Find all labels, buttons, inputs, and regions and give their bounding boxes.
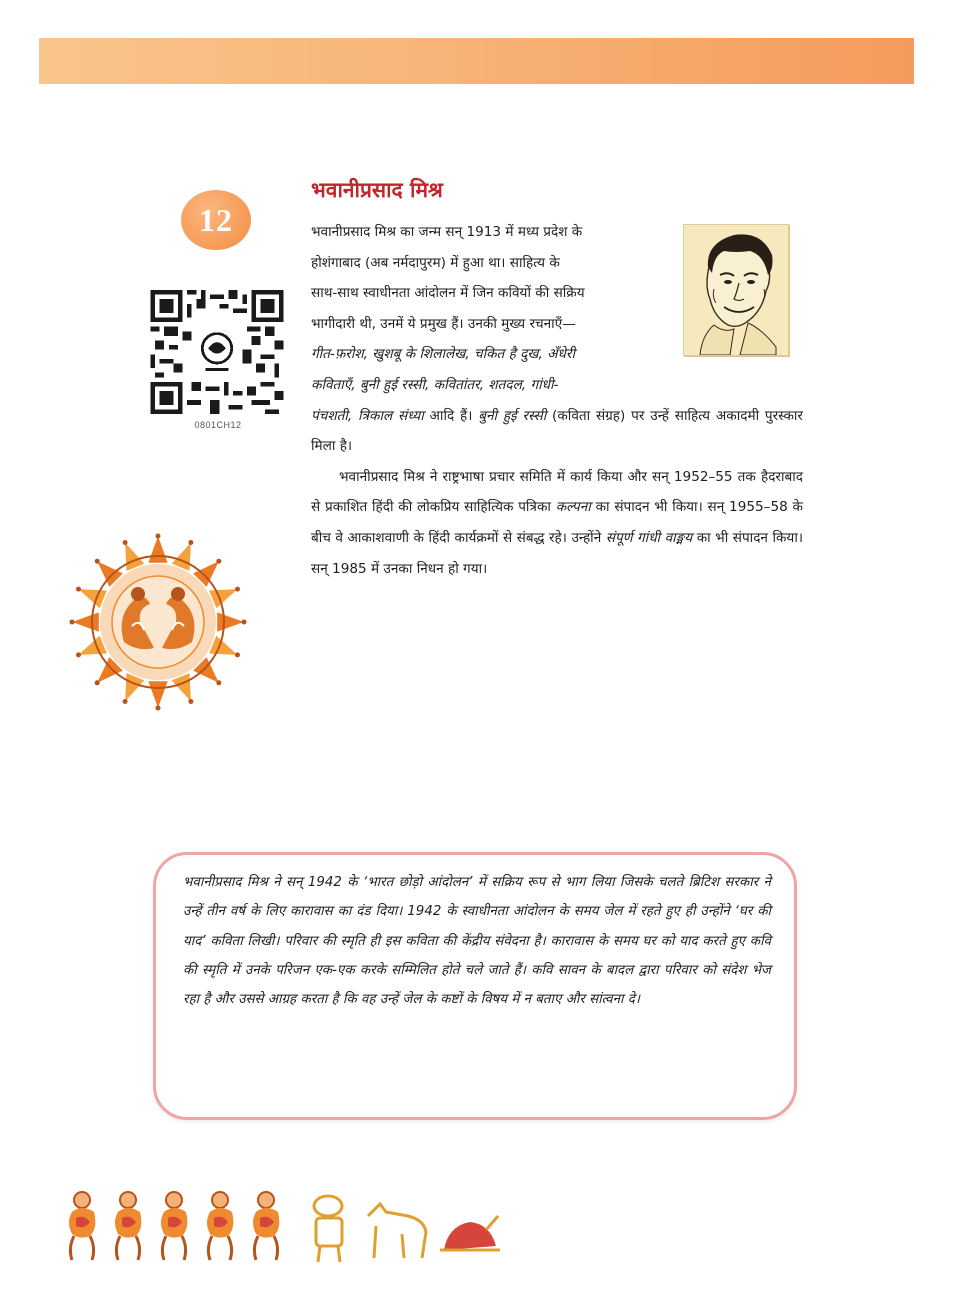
sun-ray-tip xyxy=(188,540,193,545)
bio-text: आदि हैं। xyxy=(423,407,479,424)
sun-motif-icon xyxy=(66,532,250,712)
author-biography xyxy=(311,217,803,584)
award-text: (कविता संग्रह) पर उन्हें साहित्य अकादमी पुरस्कार मिला है। xyxy=(311,407,803,455)
qr-code-icon[interactable] xyxy=(150,290,284,414)
sun-ray-tip xyxy=(235,652,240,657)
sun-ray-tip xyxy=(76,652,81,657)
sun-ray-tip xyxy=(216,680,221,685)
sun-ray-tip xyxy=(76,587,81,592)
works-list: पंचशती, त्रिकाल संध्या xyxy=(311,407,424,424)
bio-line: भागीदारी थी, उनमें ये प्रमुख हैं। उनकी मुख्य रचनाएँ— xyxy=(311,315,576,332)
bio-line: होशंगाबाद (अब नर्मदापुरम) में हुआ था। साहित्य के xyxy=(311,254,560,271)
sun-ray-tip xyxy=(123,699,128,704)
qr-code-label: 0801CH12 xyxy=(194,420,242,430)
folk-figure xyxy=(207,1192,233,1260)
sun-ray xyxy=(148,536,167,563)
sun-ray-tip xyxy=(235,587,240,592)
sun-ray-tip xyxy=(188,699,193,704)
chapter-number-badge: 12 xyxy=(181,190,251,250)
sun-ray-tip xyxy=(123,540,128,545)
collected-works-title: संपूर्ण गांधी वाङ्मय xyxy=(605,529,693,546)
works-list: कविताएँ, बुनी हुई रस्सी, कवितांतर, शतदल, गांधी- xyxy=(311,376,559,393)
works-list: गीत-फ़रोश, खुशबू के शिलालेख, चकित है दुख, अँधेरी xyxy=(311,346,575,363)
sun-ray-tip xyxy=(156,534,161,539)
sun-ray-tip xyxy=(70,620,75,625)
note-text: भवानीप्रसाद मिश्र ने सन् 1942 के ‘भारत छोड़ो आंदोलन’ में सक्रिय रूप से भाग लिया जिसके चलते ब्रिटिश सरकार ने उन्हें तीन वर्ष के लिए कारावास का दंड दिया। 1942 के स्वाधीनता आंदोलन के समय जेल में रहते हुए ही उन्होंने ‘घर की याद’ कविता लिखी। परिवार की स्मृति ही इस कविता की केंद्रीय संवेदना है। कारावास के समय घर को याद करते हुए कवि की स्मृति में उनके परिजन एक-एक करके सम्मिलित होते चले जाते हैं। कवि सावन के बादल द्वारा परिवार को संदेश भेज रहा है और उससे आग्रह करता है कि वह उन्हें जेल के कष्टों के विषय में न बताए और सांत्वना दे। xyxy=(183,875,771,1008)
sun-ray-tip xyxy=(242,620,247,625)
folk-figure xyxy=(161,1192,187,1260)
header-band xyxy=(39,38,914,84)
folk-figure xyxy=(69,1192,95,1260)
bio-line: भवानीप्रसाद मिश्र का जन्म सन् 1913 में मध्य प्रदेश के xyxy=(311,224,583,240)
qr-code-block[interactable] xyxy=(148,290,288,435)
bio-paragraph-2: भवानीप्रसाद मिश्र ने राष्ट्रभाषा प्रचार समिति में कार्य किया और सन् 1952–55 तक हैदराबाद से प्रकाशित हिंदी की लोकप्रिय साहित्यिक पत्रिका कल्पना का संपादन भी किया। सन् 1955–58 के बीच वे आकाशवाणी के हिंदी कार्यक्रमों से संबद्ध रहे। उन्होंने संपूर्ण गांधी वाङ्मय का भी संपादन किया। सन् 1985 में उनका निधन हो गया। xyxy=(311,468,803,577)
sun-ray-tip xyxy=(216,559,221,564)
award-work-title: बुनी हुई रस्सी xyxy=(478,407,547,424)
magazine-title: कल्पना xyxy=(555,499,591,516)
author-name-heading: भवानीप्रसाद मिश्र xyxy=(311,178,443,202)
folk-figure xyxy=(115,1192,141,1260)
sun-ray-tip xyxy=(95,559,100,564)
sun-ray xyxy=(72,612,99,631)
sun-ray xyxy=(217,612,244,631)
folk-figure xyxy=(253,1192,279,1260)
sun-ray-tip xyxy=(156,706,161,711)
sun-ray xyxy=(148,681,167,708)
bio-line: साथ-साथ स्वाधीनता आंदोलन में जिन कवियों की सक्रिय xyxy=(311,285,585,302)
folk-art-border-icon xyxy=(58,1186,504,1268)
sun-ray-tip xyxy=(95,680,100,685)
